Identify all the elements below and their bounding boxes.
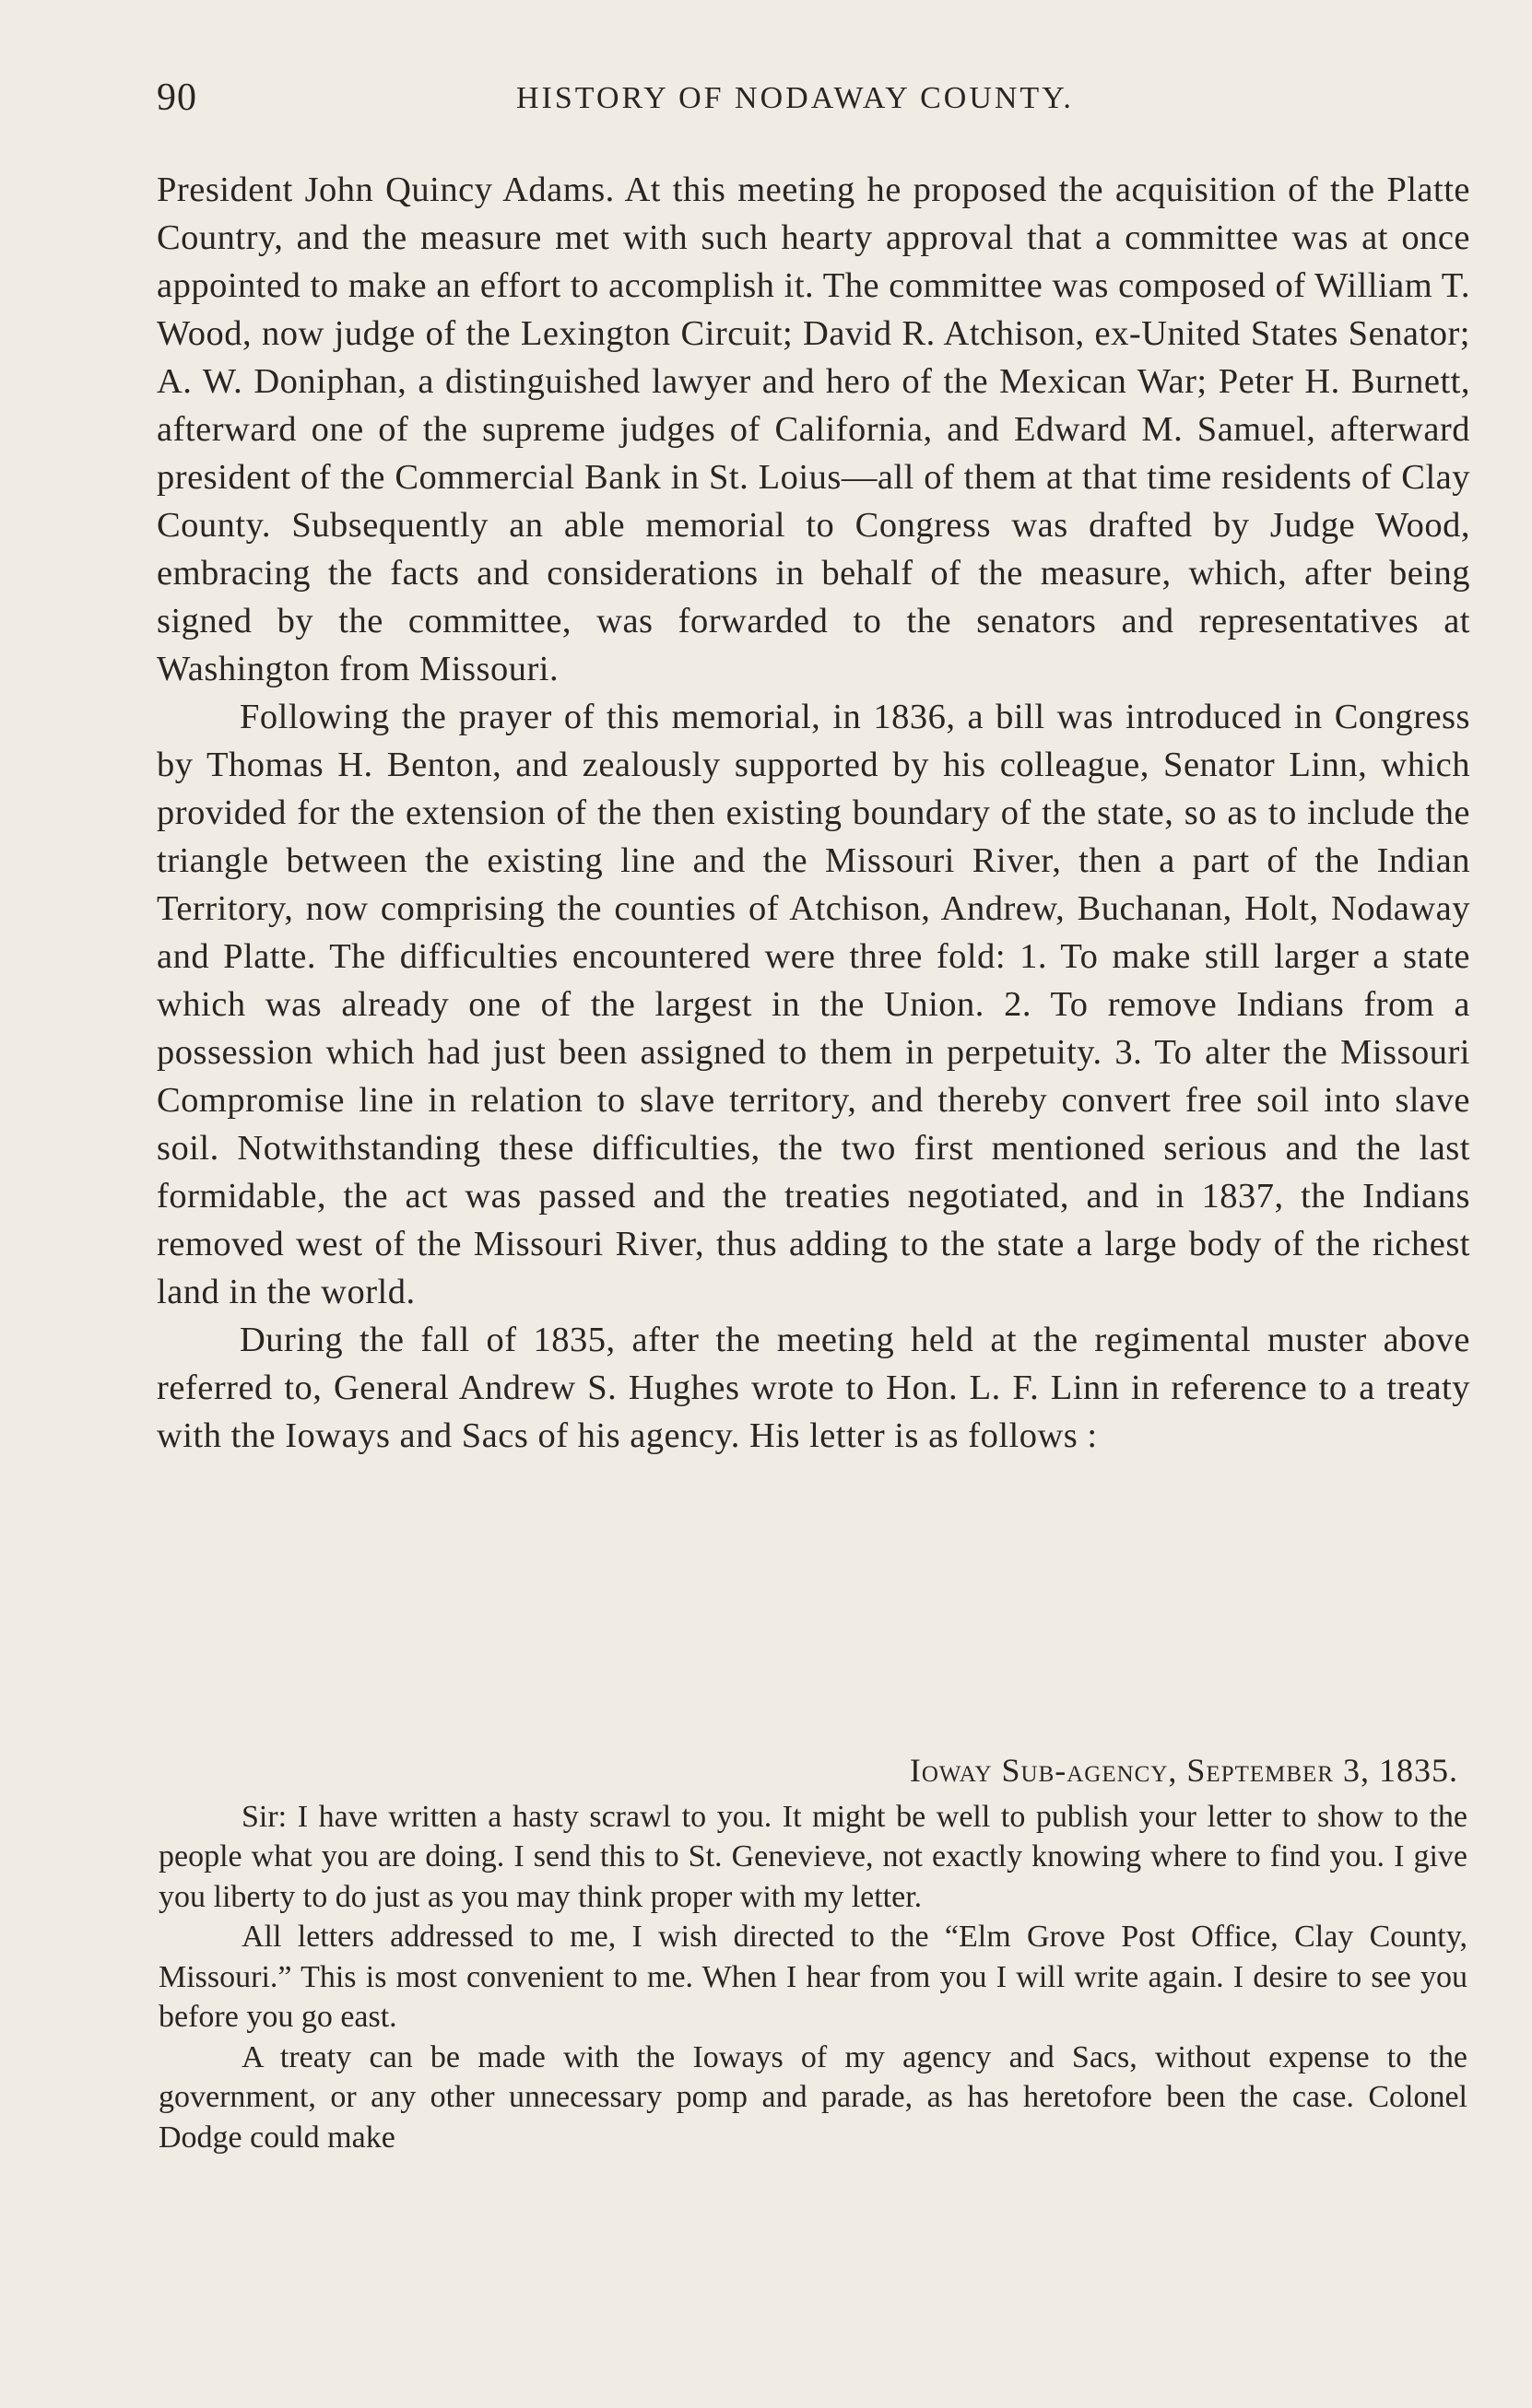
paragraph: Following the prayer of this memorial, in 1836, a bill was introduced in Congress by Thomas H. Benton, and zealously supported by his colleague, Senator Linn, which provided for the extension of the then existing boundary of the state, so as to include the triangle between the existing line and the Missouri River, then a part of the Indian Territory, now comprising the counties of Atchison, Andrew, Buchanan, Holt, Nodaway and Platte. The difficulties encountered were three fold: 1. To make still larger a state which was already one of the largest in the Union. 2. To remove Indians from a possession which had just been assigned to them in perpetuity. 3. To alter the Missouri Compromise line in relation to slave territory, and thereby convert free soil into slave soil. Notwithstanding these difficulties, the two first mentioned serious and the last formidable, the act was passed and the treaties negotiated, and in 1837, the Indians removed west of the Missouri River, thus adding to the state a large body of the richest land in the world. [157,698,1470,1311]
paragraph: President John Quincy Adams. At this meeting he proposed the acquisition of the Platte Country, and the measure met with such hearty approval that a committee was at once appointed to make an effort to accomplish it. The committee was composed of William T. Wood, now judge of the Lexington Circuit; David R. Atchison, ex-United States Senator; A. W. Doniphan, a distinguished lawyer and hero of the Mexican War; Peter H. Burnett, afterward one of the supreme judges of California, and Edward M. Samuel, afterward president of the Commercial Bank in St. Loius—all of them at that time residents of Clay County. Subsequently an able memorial to Congress was drafted by Judge Wood, embracing the facts and considerations in behalf of the measure, which, after being signed by the committee, was forwarded to the senators and representatives at Washington from Missouri. [157,170,1470,688]
page-header [157,76,1375,131]
letter-dateline: Ioway Sub-agency, September 3, 1835. [909,1752,1458,1789]
letter-paragraph: Sir: I have written a hasty scrawl to you. It might be well to publish your letter to show to the people what you are doing. I send this to St. Genevieve, not exactly knowing where to find you. I give you liberty to do just as you may think proper with my letter. [159,1799,1467,1914]
quoted-letter [159,1751,1467,2157]
page-number: 90 [157,76,197,119]
running-head: HISTORY OF NODAWAY COUNTY. [516,81,1074,115]
letter-paragraph: A treaty can be made with the Ioways of my agency and Sacs, without expense to the government, or any other unnecessary pomp and parade, as has heretofore been the case. Colonel Dodge could make [159,2039,1467,2155]
paragraph: During the fall of 1835, after the meeting held at the regimental muster above referred to, General Andrew S. Hughes wrote to Hon. L. F. Linn in reference to a treaty with the Ioways and Sacs of his agency. His letter is as follows : [157,1321,1470,1455]
letter-paragraph: All letters addressed to me, I wish directed to the “Elm Grove Post Office, Clay County, Missouri.” This is most convenient to me. When I hear from you I will write again. I desire to see you before you go east. [159,1920,1467,2034]
body-text [157,166,1470,1460]
